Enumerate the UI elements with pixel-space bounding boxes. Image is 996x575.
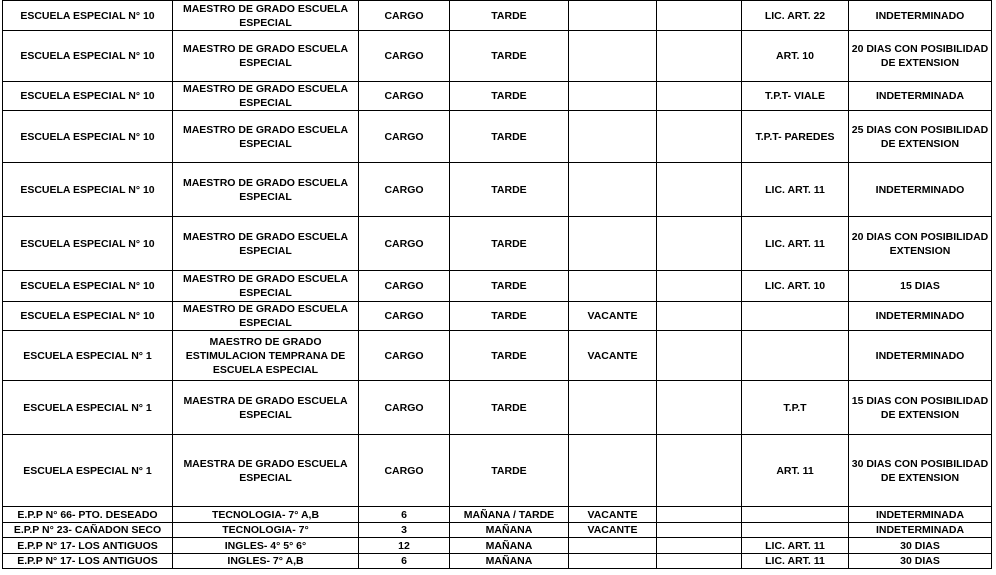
reason-cell: T.P.T (742, 381, 849, 435)
reason-cell: T.P.T- PAREDES (742, 111, 849, 163)
shift-cell: MAÑANA / TARDE (450, 507, 569, 523)
table-row (3, 435, 992, 507)
table-row (3, 331, 992, 381)
duration-cell: INDETERMINADA (849, 523, 992, 538)
status-cell (569, 1, 657, 31)
status-cell: VACANTE (569, 523, 657, 538)
type-cell: CARGO (359, 1, 450, 31)
position-cell: MAESTRO DE GRADO ESCUELA ESPECIAL (173, 217, 359, 271)
duration-cell: INDETERMINADO (849, 163, 992, 217)
school-cell: ESCUELA ESPECIAL N° 10 (3, 31, 173, 82)
type-cell: CARGO (359, 381, 450, 435)
table-row (3, 163, 992, 217)
table-row (3, 82, 992, 111)
position-cell: MAESTRO DE GRADO ESTIMULACION TEMPRANA DE ESCUELA ESPECIAL (173, 331, 359, 381)
type-cell: CARGO (359, 331, 450, 381)
position-cell: TECNOLOGIA- 7° A,B (173, 507, 359, 523)
duration-cell: 15 DIAS CON POSIBILIDAD DE EXTENSION (849, 381, 992, 435)
position-cell: MAESTRA DE GRADO ESCUELA ESPECIAL (173, 435, 359, 507)
extra-cell (657, 302, 742, 331)
school-cell: E.P.P N° 66- PTO. DESEADO (3, 507, 173, 523)
school-cell: ESCUELA ESPECIAL N° 1 (3, 435, 173, 507)
school-cell: E.P.P N° 23- CAÑADON SECO (3, 523, 173, 538)
shift-cell: TARDE (450, 435, 569, 507)
extra-cell (657, 271, 742, 302)
reason-cell: LIC. ART. 22 (742, 1, 849, 31)
shift-cell: TARDE (450, 111, 569, 163)
reason-cell: LIC. ART. 11 (742, 538, 849, 554)
position-cell: INGLES- 4° 5° 6° (173, 538, 359, 554)
school-cell: ESCUELA ESPECIAL N° 10 (3, 82, 173, 111)
type-cell: CARGO (359, 111, 450, 163)
reason-cell: LIC. ART. 11 (742, 163, 849, 217)
extra-cell (657, 381, 742, 435)
duration-cell: INDETERMINADA (849, 82, 992, 111)
duration-cell: 15 DIAS (849, 271, 992, 302)
status-cell: VACANTE (569, 302, 657, 331)
table-row (3, 217, 992, 271)
duration-cell: 20 DIAS CON POSIBILIDAD DE EXTENSION (849, 31, 992, 82)
position-cell: MAESTRO DE GRADO ESCUELA ESPECIAL (173, 302, 359, 331)
reason-cell: ART. 11 (742, 435, 849, 507)
position-cell: MAESTRO DE GRADO ESCUELA ESPECIAL (173, 1, 359, 31)
position-cell: MAESTRO DE GRADO ESCUELA ESPECIAL (173, 82, 359, 111)
positions-table (2, 0, 992, 569)
school-cell: ESCUELA ESPECIAL N° 10 (3, 163, 173, 217)
table-row (3, 302, 992, 331)
extra-cell (657, 31, 742, 82)
school-cell: E.P.P N° 17- LOS ANTIGUOS (3, 554, 173, 569)
type-cell: CARGO (359, 302, 450, 331)
shift-cell: TARDE (450, 217, 569, 271)
shift-cell: TARDE (450, 302, 569, 331)
status-cell (569, 435, 657, 507)
table-row (3, 271, 992, 302)
type-cell: 3 (359, 523, 450, 538)
shift-cell: TARDE (450, 381, 569, 435)
duration-cell: INDETERMINADO (849, 331, 992, 381)
shift-cell: TARDE (450, 271, 569, 302)
reason-cell: T.P.T- VIALE (742, 82, 849, 111)
shift-cell: TARDE (450, 163, 569, 217)
extra-cell (657, 554, 742, 569)
duration-cell: 30 DIAS CON POSIBILIDAD DE EXTENSION (849, 435, 992, 507)
position-cell: INGLES- 7° A,B (173, 554, 359, 569)
position-cell: MAESTRO DE GRADO ESCUELA ESPECIAL (173, 163, 359, 217)
school-cell: E.P.P N° 17- LOS ANTIGUOS (3, 538, 173, 554)
school-cell: ESCUELA ESPECIAL N° 10 (3, 271, 173, 302)
position-cell: MAESTRO DE GRADO ESCUELA ESPECIAL (173, 271, 359, 302)
type-cell: 6 (359, 507, 450, 523)
shift-cell: MAÑANA (450, 554, 569, 569)
shift-cell: MAÑANA (450, 538, 569, 554)
type-cell: CARGO (359, 435, 450, 507)
type-cell: CARGO (359, 163, 450, 217)
type-cell: CARGO (359, 31, 450, 82)
extra-cell (657, 111, 742, 163)
table-row (3, 507, 992, 523)
table-row (3, 111, 992, 163)
status-cell (569, 217, 657, 271)
position-cell: MAESTRO DE GRADO ESCUELA ESPECIAL (173, 111, 359, 163)
table-row (3, 523, 992, 538)
table-body (3, 1, 992, 569)
school-cell: ESCUELA ESPECIAL N° 10 (3, 111, 173, 163)
duration-cell: INDETERMINADO (849, 1, 992, 31)
duration-cell: 30 DIAS (849, 538, 992, 554)
position-cell: MAESTRA DE GRADO ESCUELA ESPECIAL (173, 381, 359, 435)
status-cell (569, 381, 657, 435)
extra-cell (657, 435, 742, 507)
status-cell (569, 554, 657, 569)
duration-cell: 30 DIAS (849, 554, 992, 569)
status-cell (569, 538, 657, 554)
table-row (3, 538, 992, 554)
duration-cell: 20 DIAS CON POSIBILIDAD EXTENSION (849, 217, 992, 271)
reason-cell: LIC. ART. 10 (742, 271, 849, 302)
shift-cell: MAÑANA (450, 523, 569, 538)
status-cell (569, 31, 657, 82)
table-row (3, 1, 992, 31)
reason-cell (742, 507, 849, 523)
position-cell: MAESTRO DE GRADO ESCUELA ESPECIAL (173, 31, 359, 82)
status-cell: VACANTE (569, 507, 657, 523)
duration-cell: 25 DIAS CON POSIBILIDAD DE EXTENSION (849, 111, 992, 163)
shift-cell: TARDE (450, 331, 569, 381)
extra-cell (657, 1, 742, 31)
type-cell: CARGO (359, 217, 450, 271)
type-cell: 12 (359, 538, 450, 554)
shift-cell: TARDE (450, 31, 569, 82)
reason-cell (742, 523, 849, 538)
reason-cell: ART. 10 (742, 31, 849, 82)
status-cell (569, 163, 657, 217)
type-cell: CARGO (359, 82, 450, 111)
duration-cell: INDETERMINADO (849, 302, 992, 331)
school-cell: ESCUELA ESPECIAL N° 1 (3, 331, 173, 381)
extra-cell (657, 538, 742, 554)
shift-cell: TARDE (450, 1, 569, 31)
type-cell: 6 (359, 554, 450, 569)
table-row (3, 554, 992, 569)
reason-cell: LIC. ART. 11 (742, 554, 849, 569)
table-row (3, 381, 992, 435)
status-cell (569, 82, 657, 111)
status-cell (569, 271, 657, 302)
extra-cell (657, 331, 742, 381)
extra-cell (657, 163, 742, 217)
school-cell: ESCUELA ESPECIAL N° 10 (3, 1, 173, 31)
school-cell: ESCUELA ESPECIAL N° 10 (3, 302, 173, 331)
extra-cell (657, 507, 742, 523)
table-row (3, 31, 992, 82)
reason-cell: LIC. ART. 11 (742, 217, 849, 271)
type-cell: CARGO (359, 271, 450, 302)
status-cell: VACANTE (569, 331, 657, 381)
shift-cell: TARDE (450, 82, 569, 111)
status-cell (569, 111, 657, 163)
extra-cell (657, 217, 742, 271)
extra-cell (657, 523, 742, 538)
extra-cell (657, 82, 742, 111)
duration-cell: INDETERMINADA (849, 507, 992, 523)
reason-cell (742, 331, 849, 381)
school-cell: ESCUELA ESPECIAL N° 1 (3, 381, 173, 435)
reason-cell (742, 302, 849, 331)
position-cell: TECNOLOGIA- 7° (173, 523, 359, 538)
school-cell: ESCUELA ESPECIAL N° 10 (3, 217, 173, 271)
